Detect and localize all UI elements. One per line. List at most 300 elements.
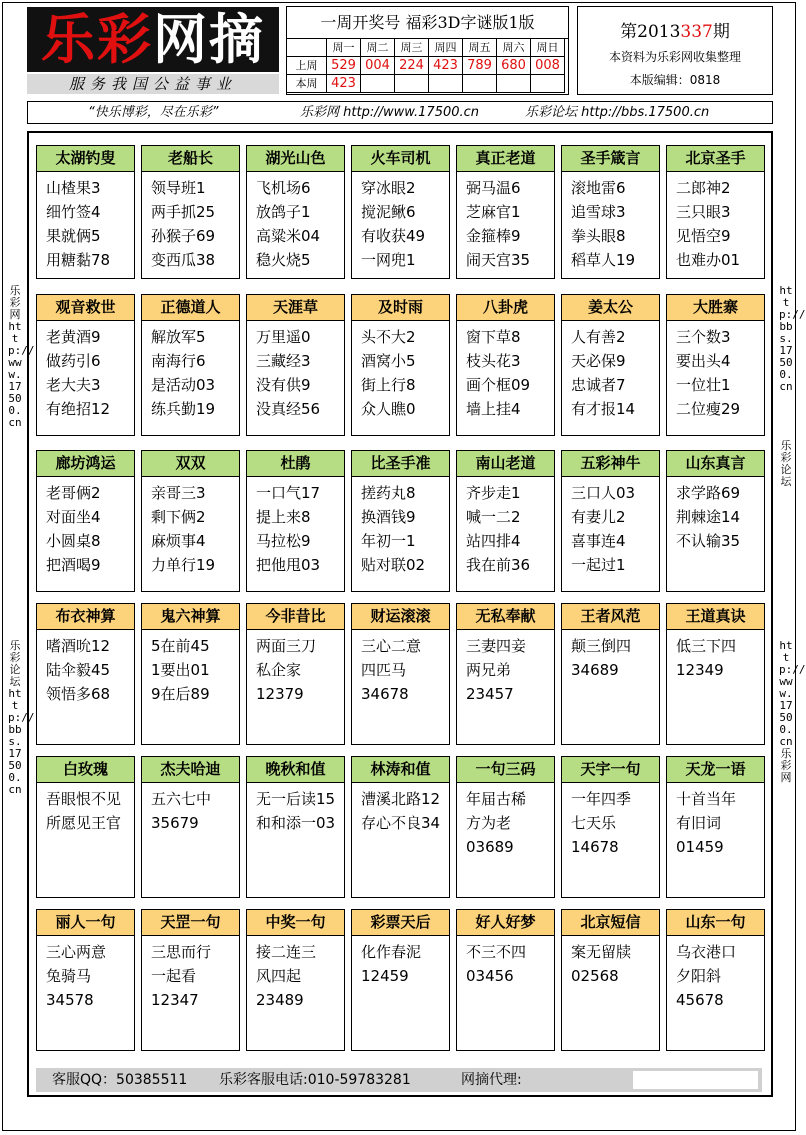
- riddle-card: [456, 294, 555, 436]
- riddle-line: 不三不四: [466, 943, 527, 961]
- riddle-line: 14678: [571, 838, 619, 856]
- riddle-line: 用糖黏78: [46, 251, 111, 269]
- riddle-line: 接二连三: [256, 943, 317, 961]
- riddle-card: [246, 450, 345, 592]
- riddle-card-title: 彩票天后: [352, 910, 449, 936]
- riddle-line: 所愿见王官: [46, 814, 122, 832]
- riddle-line: 搅泥鳅6: [361, 203, 416, 221]
- agent-input-box: [633, 1071, 758, 1089]
- riddle-line: 颠三倒四: [571, 637, 632, 655]
- riddle-card-title: 正德道人: [142, 295, 239, 321]
- riddle-card-body: [247, 477, 344, 577]
- riddle-line: 和和添一03: [256, 814, 336, 832]
- riddle-card-title: 天罡一句: [142, 910, 239, 936]
- riddle-line: 十首当年: [676, 790, 737, 808]
- riddle-line: 有收获49: [361, 227, 426, 245]
- riddle-card-title: 好人好梦: [457, 910, 554, 936]
- riddle-card: [456, 450, 555, 592]
- riddle-line: 提上来8: [256, 508, 311, 526]
- last-week-number: 529: [327, 57, 361, 75]
- riddle-card-title: 太湖钓叟: [37, 146, 134, 172]
- riddle-card-title: 布衣神算: [37, 604, 134, 630]
- riddle-card: [561, 603, 660, 745]
- footer-qq: 客服QQ：50385511: [52, 1072, 188, 1088]
- riddle-line: 吾眼恨不见: [46, 790, 122, 808]
- riddle-line: 嗜酒吮12: [46, 637, 111, 655]
- riddle-line: 45678: [676, 991, 724, 1009]
- riddle-card-title: 湖光山色: [247, 146, 344, 172]
- riddle-card-body: [562, 783, 659, 859]
- riddle-line: 三妻四妾: [466, 637, 527, 655]
- weekday-header: 周四: [429, 39, 463, 57]
- riddle-card-body: [352, 477, 449, 577]
- riddle-card-body: [457, 630, 554, 706]
- riddle-card-body: [562, 477, 659, 577]
- riddle-card-title: 杜鹃: [247, 451, 344, 477]
- riddle-card-body: [352, 783, 449, 835]
- riddle-line: 老哥俩2: [46, 484, 101, 502]
- riddle-line: 求学路69: [676, 484, 741, 502]
- riddle-line: 也难办01: [676, 251, 741, 269]
- this-week-number: [497, 75, 531, 93]
- riddle-card-body: [247, 172, 344, 272]
- riddle-line: 12347: [151, 991, 199, 1009]
- riddle-line: 天必保9: [571, 352, 626, 370]
- riddle-line: 弼马温6: [466, 179, 521, 197]
- riddle-line: 四匹马: [361, 661, 407, 679]
- riddle-card: [36, 294, 135, 436]
- riddle-card-title: 五彩神牛: [562, 451, 659, 477]
- riddle-line: 芝麻官1: [466, 203, 521, 221]
- riddle-card: [351, 603, 450, 745]
- riddle-line: 34689: [571, 661, 619, 679]
- last-week-number: 789: [463, 57, 497, 75]
- riddle-line: 一口气17: [256, 484, 321, 502]
- issue-prefix: 第2013: [620, 22, 681, 42]
- riddle-card-body: [352, 936, 449, 988]
- riddle-line: 三藏经3: [256, 352, 311, 370]
- riddle-line: 漕溪北路12: [361, 790, 441, 808]
- riddle-card: [36, 145, 135, 279]
- weekday-header: 周一: [327, 39, 361, 57]
- riddle-line: 稳火烧5: [256, 251, 311, 269]
- site-logo: [27, 7, 279, 72]
- slogan: 服务我国公益事业: [27, 74, 279, 94]
- riddle-card-body: [667, 477, 764, 553]
- riddle-line: 陆伞毅45: [46, 661, 111, 679]
- riddle-line: 放鸽子1: [256, 203, 311, 221]
- riddle-card: [666, 909, 765, 1051]
- riddle-card-title: 山东一句: [667, 910, 764, 936]
- riddle-card-title: 王者风范: [562, 604, 659, 630]
- riddle-line: 三口人03: [571, 484, 636, 502]
- riddle-line: 乌衣港口: [676, 943, 737, 961]
- riddle-line: 有妻儿2: [571, 508, 626, 526]
- riddle-line: 金箍棒9: [466, 227, 521, 245]
- riddle-line: 三个数3: [676, 328, 731, 346]
- riddle-grid: [27, 131, 773, 1097]
- riddle-card-body: [37, 477, 134, 577]
- riddle-card: [561, 756, 660, 898]
- riddle-card-body: [457, 783, 554, 859]
- weekday-header: 周五: [463, 39, 497, 57]
- right-side-site: http://www.17500.cn 乐彩网: [779, 639, 806, 784]
- riddle-line: 变西瓜38: [151, 251, 216, 269]
- riddle-line: 喊一二2: [466, 508, 521, 526]
- riddle-line: 山楂果3: [46, 179, 101, 197]
- riddle-line: 兔骑马: [46, 967, 92, 985]
- banner-forum-link[interactable]: 乐彩论坛 http://bbs.17500.cn: [525, 105, 710, 120]
- riddle-line: 剩下俩2: [151, 508, 206, 526]
- riddle-line: 老大夫3: [46, 376, 101, 394]
- banner-motto: “快乐博彩，尽在乐彩”: [88, 105, 219, 120]
- riddle-line: 亲哥三3: [151, 484, 206, 502]
- riddle-card-body: [667, 321, 764, 421]
- riddle-line: 领导班1: [151, 179, 206, 197]
- riddle-line: 没真经56: [256, 400, 321, 418]
- riddle-card-body: [457, 321, 554, 421]
- riddle-card-title: 姜太公: [562, 295, 659, 321]
- riddle-line: 有绝招12: [46, 400, 111, 418]
- riddle-card-title: 南山老道: [457, 451, 554, 477]
- riddle-card-body: [562, 321, 659, 421]
- riddle-line: 要出头4: [676, 352, 731, 370]
- riddle-card-title: 晚秋和值: [247, 757, 344, 783]
- riddle-card: [141, 603, 240, 745]
- riddle-line: 稻草人19: [571, 251, 636, 269]
- footer-agent-label: 网摘代理:: [461, 1072, 522, 1088]
- riddle-line: 12459: [361, 967, 409, 985]
- riddle-card-body: [667, 936, 764, 1012]
- riddle-line: 见悟空9: [676, 227, 731, 245]
- riddle-line: 追雪球3: [571, 203, 626, 221]
- riddle-line: 是活动03: [151, 376, 216, 394]
- riddle-card-title: 白玫瑰: [37, 757, 134, 783]
- this-week-number: [429, 75, 463, 93]
- riddle-card: [351, 294, 450, 436]
- riddle-line: 荆棘途14: [676, 508, 741, 526]
- riddle-card-body: [352, 172, 449, 272]
- riddle-card-title: 真正老道: [457, 146, 554, 172]
- riddle-card-body: [37, 783, 134, 835]
- riddle-line: 枝头花3: [466, 352, 521, 370]
- riddle-card: [456, 909, 555, 1051]
- riddle-card-title: 圣手箴言: [562, 146, 659, 172]
- banner-site-link[interactable]: 乐彩网 http://www.17500.cn: [300, 105, 480, 120]
- riddle-line: 一年四季: [571, 790, 632, 808]
- riddle-card-body: [37, 172, 134, 272]
- last-week-number: 423: [429, 57, 463, 75]
- riddle-card-body: [247, 321, 344, 421]
- riddle-line: 一网兜1: [361, 251, 416, 269]
- riddle-line: 把酒喝9: [46, 556, 101, 574]
- riddle-line: 五六七中: [151, 790, 212, 808]
- riddle-card: [246, 294, 345, 436]
- riddle-card: [141, 294, 240, 436]
- last-week-number: 008: [531, 57, 565, 75]
- riddle-card: [666, 294, 765, 436]
- riddle-card: [351, 909, 450, 1051]
- riddle-line: 无一后读15: [256, 790, 336, 808]
- riddle-line: 滚地雷6: [571, 179, 626, 197]
- riddle-card: [141, 909, 240, 1051]
- riddle-line: 穿冰眼2: [361, 179, 416, 197]
- riddle-line: 没有供9: [256, 376, 311, 394]
- riddle-card-body: [667, 630, 764, 682]
- right-side-forum: 乐彩论坛: [780, 439, 792, 488]
- riddle-card: [36, 756, 135, 898]
- last-week-label: 上周: [287, 57, 327, 75]
- riddle-card-body: [457, 172, 554, 272]
- riddle-card-title: 王道真诀: [667, 604, 764, 630]
- riddle-card-title: 廊坊鸿运: [37, 451, 134, 477]
- riddle-line: 高粱米04: [256, 227, 321, 245]
- riddle-card: [36, 603, 135, 745]
- riddle-card-title: 财运滚滚: [352, 604, 449, 630]
- riddle-card: [141, 450, 240, 592]
- riddle-card: [246, 756, 345, 898]
- riddle-line: 三只眼3: [676, 203, 731, 221]
- riddle-line: 力单行19: [151, 556, 216, 574]
- logo-text-white: 网摘: [153, 8, 265, 71]
- riddle-line: 三心两意: [46, 943, 107, 961]
- riddle-line: 方为老: [466, 814, 512, 832]
- riddle-line: 案无留牍: [571, 943, 632, 961]
- riddle-card: [351, 145, 450, 279]
- riddle-card: [351, 450, 450, 592]
- last-week-number: 224: [395, 57, 429, 75]
- riddle-line: 人有善2: [571, 328, 626, 346]
- weekday-header: 周六: [497, 39, 531, 57]
- riddle-card-body: [247, 783, 344, 835]
- weekday-header: 周日: [531, 39, 565, 57]
- riddle-line: 23489: [256, 991, 304, 1009]
- riddle-line: 飞机场6: [256, 179, 311, 197]
- riddle-line: 35679: [151, 814, 199, 832]
- riddle-line: 解放军5: [151, 328, 206, 346]
- riddle-card: [36, 450, 135, 592]
- riddle-card-body: [562, 630, 659, 682]
- riddle-line: 有才报14: [571, 400, 636, 418]
- riddle-line: 两面三刀: [256, 637, 317, 655]
- draw-grid-corner: [287, 39, 327, 57]
- riddle-card-title: 一句三码: [457, 757, 554, 783]
- riddle-line: 夕阳斜: [676, 967, 722, 985]
- riddle-line: 小圆桌8: [46, 532, 101, 550]
- riddle-line: 二郎神2: [676, 179, 731, 197]
- left-side-site: 乐彩网 http://www.17500.cn: [8, 284, 35, 429]
- riddle-card-title: 天宇一句: [562, 757, 659, 783]
- banner: [27, 101, 773, 124]
- riddle-card-body: [37, 936, 134, 1012]
- riddle-card-body: [457, 477, 554, 577]
- riddle-line: 墙上挂4: [466, 400, 521, 418]
- riddle-card: [456, 756, 555, 898]
- riddle-line: 头不大2: [361, 328, 416, 346]
- riddle-card: [561, 450, 660, 592]
- riddle-card-title: 今非昔比: [247, 604, 344, 630]
- riddle-line: 贴对联02: [361, 556, 426, 574]
- riddle-card: [666, 145, 765, 279]
- riddle-line: 把他甩03: [256, 556, 321, 574]
- riddle-card-title: 火车司机: [352, 146, 449, 172]
- riddle-card-title: 丽人一句: [37, 910, 134, 936]
- riddle-card-title: 北京短信: [562, 910, 659, 936]
- riddle-card: [666, 756, 765, 898]
- riddle-line: 一起看: [151, 967, 197, 985]
- riddle-card: [246, 145, 345, 279]
- riddle-card-body: [37, 321, 134, 421]
- riddle-line: 03689: [466, 838, 514, 856]
- riddle-card: [36, 909, 135, 1051]
- riddle-line: 对面坐4: [46, 508, 101, 526]
- issue-editor: 本版编辑：0818: [629, 73, 721, 87]
- riddle-card-title: 杰夫哈迪: [142, 757, 239, 783]
- riddle-line: 一位壮1: [676, 376, 731, 394]
- riddle-line: 两兄弟: [466, 661, 512, 679]
- riddle-line: 9在后89: [151, 685, 210, 703]
- this-week-number: 423: [327, 75, 361, 93]
- riddle-card-body: [247, 630, 344, 706]
- riddle-line: 画个框09: [466, 376, 531, 394]
- riddle-card-title: 无私奉献: [457, 604, 554, 630]
- riddle-line: 二位瘦29: [676, 400, 741, 418]
- riddle-card-body: [37, 630, 134, 706]
- riddle-card: [666, 603, 765, 745]
- riddle-line: 我在前36: [466, 556, 531, 574]
- last-week-number: 004: [361, 57, 395, 75]
- riddle-line: 领悟多68: [46, 685, 111, 703]
- riddle-line: 站四排4: [466, 532, 521, 550]
- weekly-draw-table: [286, 6, 569, 95]
- riddle-line: 有旧词: [676, 814, 722, 832]
- riddle-card-body: [562, 172, 659, 272]
- riddle-card-body: [142, 630, 239, 706]
- footer-bar: [36, 1068, 762, 1092]
- issue-suffix: 期: [712, 22, 730, 42]
- riddle-line: 三思而行: [151, 943, 212, 961]
- riddle-card: [246, 909, 345, 1051]
- this-week-number: [531, 75, 565, 93]
- riddle-card-title: 及时雨: [352, 295, 449, 321]
- riddle-line: 孙猴子69: [151, 227, 216, 245]
- last-week-number: 680: [497, 57, 531, 75]
- riddle-line: 年届古稀: [466, 790, 527, 808]
- riddle-card: [351, 756, 450, 898]
- riddle-line: 1要出01: [151, 661, 210, 679]
- logo-text-red: 乐彩: [41, 8, 153, 71]
- riddle-line: 齐步走1: [466, 484, 521, 502]
- riddle-card-title: 双双: [142, 451, 239, 477]
- riddle-card-body: [142, 936, 239, 1012]
- riddle-line: 不认输35: [676, 532, 741, 550]
- riddle-card-title: 中奖一句: [247, 910, 344, 936]
- riddle-line: 练兵勤19: [151, 400, 216, 418]
- riddle-line: 02568: [571, 967, 619, 985]
- riddle-card-body: [142, 477, 239, 577]
- riddle-line: 万里遥0: [256, 328, 311, 346]
- riddle-card-body: [562, 936, 659, 988]
- riddle-line: 存心不良34: [361, 814, 441, 832]
- riddle-line: 众人瞧0: [361, 400, 416, 418]
- riddle-card: [561, 294, 660, 436]
- riddle-card-body: [142, 172, 239, 272]
- issue-number: 337: [680, 22, 713, 42]
- riddle-card: [141, 756, 240, 898]
- riddle-card: [141, 145, 240, 279]
- riddle-line: 01459: [676, 838, 724, 856]
- riddle-card: [666, 450, 765, 592]
- riddle-card-body: [457, 936, 554, 988]
- riddle-line: 风四起: [256, 967, 302, 985]
- riddle-card-title: 大胜寨: [667, 295, 764, 321]
- riddle-card-title: 林涛和值: [352, 757, 449, 783]
- riddle-card: [456, 145, 555, 279]
- riddle-line: 私企家: [256, 661, 302, 679]
- riddle-line: 闹天宫35: [466, 251, 531, 269]
- riddle-line: 三心二意: [361, 637, 422, 655]
- this-week-label: 本周: [287, 75, 327, 93]
- riddle-line: 两手抓25: [151, 203, 216, 221]
- riddle-line: 喜事连4: [571, 532, 626, 550]
- riddle-line: 拳头眼8: [571, 227, 626, 245]
- riddle-card-title: 北京圣手: [667, 146, 764, 172]
- riddle-line: 23457: [466, 685, 514, 703]
- riddle-card: [246, 603, 345, 745]
- riddle-line: 街上行8: [361, 376, 416, 394]
- riddle-line: 窗下草8: [466, 328, 521, 346]
- riddle-card-title: 比圣手准: [352, 451, 449, 477]
- riddle-line: 03456: [466, 967, 514, 985]
- riddle-line: 12349: [676, 661, 724, 679]
- riddle-card: [561, 909, 660, 1051]
- riddle-card-body: [142, 783, 239, 835]
- riddle-line: 忠诚者7: [571, 376, 626, 394]
- riddle-card-body: [352, 321, 449, 421]
- weekday-header: 周二: [361, 39, 395, 57]
- riddle-line: 34678: [361, 685, 409, 703]
- draw-table-title: 一周开奖号 福彩3D字谜版1版: [287, 7, 568, 39]
- issue-title: [578, 17, 772, 42]
- riddle-card-title: 观音救世: [37, 295, 134, 321]
- riddle-card-body: [247, 936, 344, 1012]
- riddle-line: 果就俩5: [46, 227, 101, 245]
- riddle-line: 七天乐: [571, 814, 617, 832]
- draw-grid: [287, 39, 568, 93]
- this-week-number: [463, 75, 497, 93]
- riddle-line: 马拉松9: [256, 532, 311, 550]
- riddle-card-body: [667, 172, 764, 272]
- riddle-line: 5在前45: [151, 637, 210, 655]
- riddle-line: 麻烦事4: [151, 532, 206, 550]
- riddle-card-body: [352, 630, 449, 706]
- riddle-card-body: [142, 321, 239, 421]
- riddle-line: 老黄酒9: [46, 328, 101, 346]
- riddle-line: 换酒钱9: [361, 508, 416, 526]
- right-side-forum-url: http://bbs.17500.cn: [779, 284, 806, 393]
- riddle-card-body: [667, 783, 764, 859]
- riddle-card: [456, 603, 555, 745]
- riddle-line: 一起过1: [571, 556, 626, 574]
- weekday-header: 周三: [395, 39, 429, 57]
- this-week-number: [361, 75, 395, 93]
- riddle-line: 南海行6: [151, 352, 206, 370]
- riddle-card-title: 天涯草: [247, 295, 344, 321]
- riddle-card-title: 天龙一语: [667, 757, 764, 783]
- riddle-card-title: 八卦虎: [457, 295, 554, 321]
- riddle-card-title: 老船长: [142, 146, 239, 172]
- this-week-number: [395, 75, 429, 93]
